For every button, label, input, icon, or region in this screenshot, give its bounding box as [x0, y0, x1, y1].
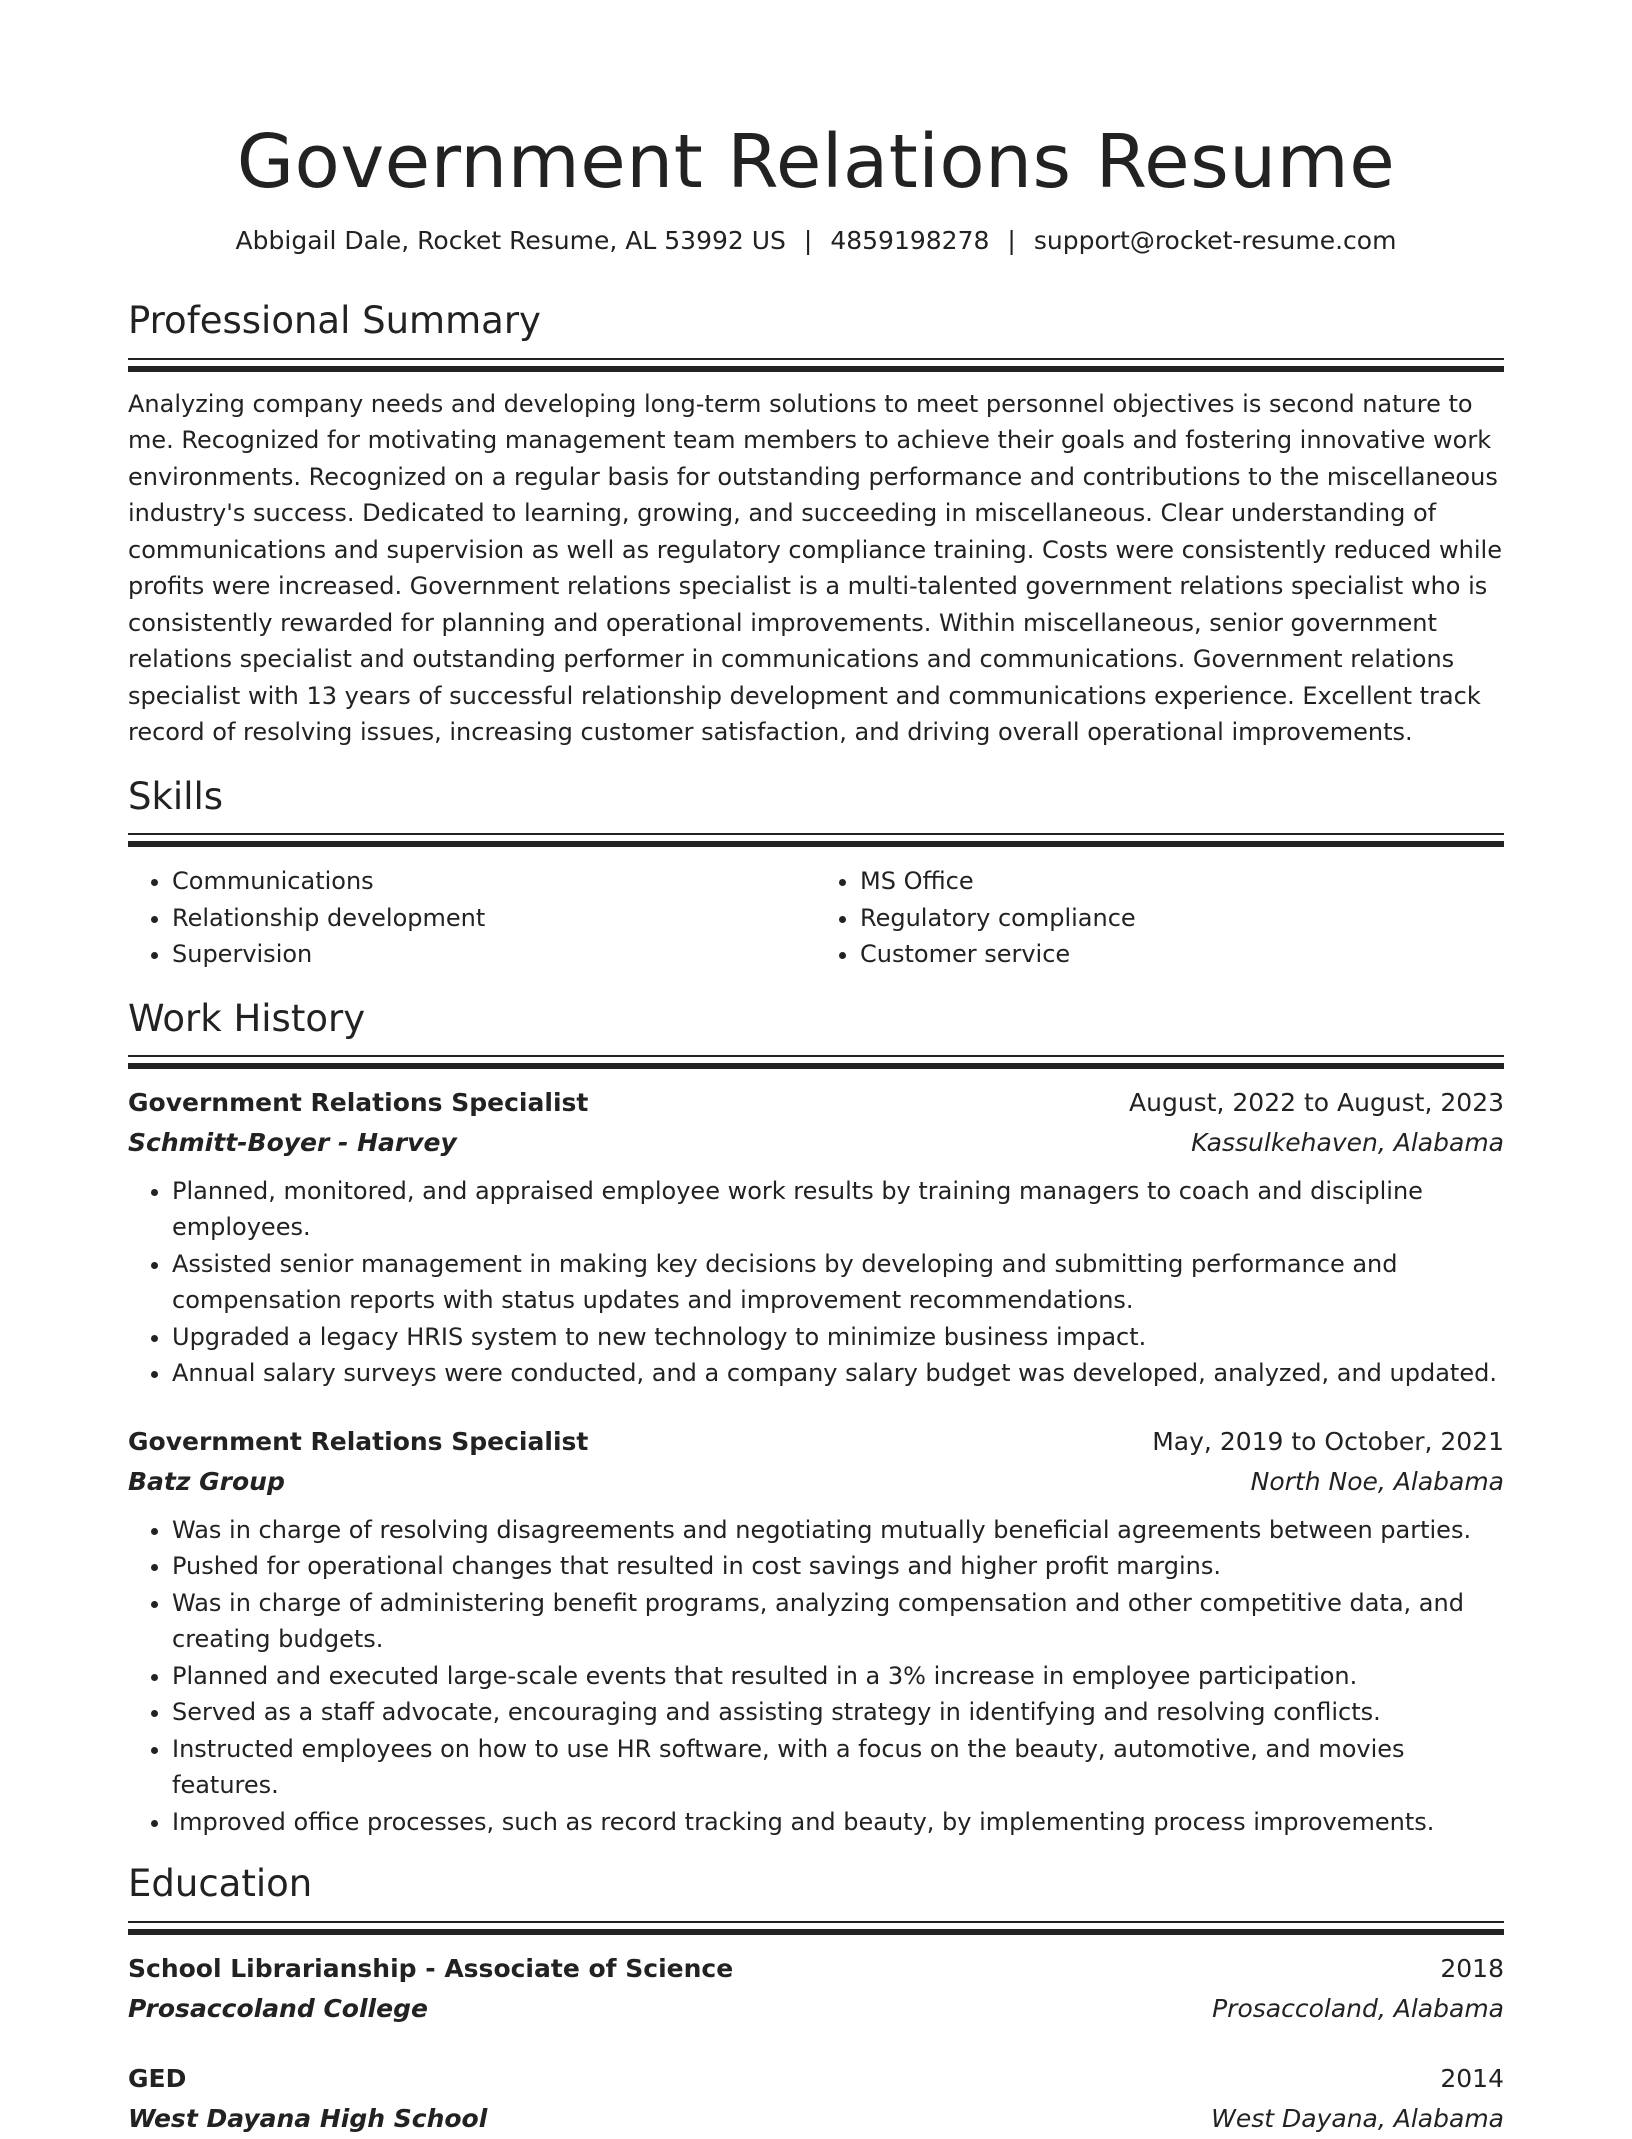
skills-columns: [128, 863, 1504, 973]
job-company: Batz Group: [128, 1466, 285, 1496]
work-section: [128, 997, 1504, 1841]
education-subheader: [128, 2099, 1504, 2139]
skill-item: • Communications: [172, 863, 816, 900]
resume-page: [128, 0, 1504, 2139]
section-divider: [128, 358, 1504, 372]
education-header: [128, 2059, 1504, 2099]
job-location: Kassulkehaven, Alabama: [1191, 1127, 1504, 1157]
contact-email: support@rocket-resume.com: [1033, 225, 1397, 255]
job-header: [128, 1422, 1504, 1462]
section-title-work: Work History: [128, 996, 366, 1040]
skills-section: [128, 775, 1504, 973]
skill-item: • MS Office: [860, 863, 1504, 900]
job-bullet: • Improved office processes, such as record tracking and beauty, by implementing process improvements.: [172, 1804, 1504, 1841]
job-bullet: • Annual salary surveys were conducted, and a company salary budget was developed, analyzed, and updated.: [172, 1355, 1504, 1392]
job-bullet: • Was in charge of administering benefit programs, analyzing compensation and other competitive data, and creating budgets.: [172, 1585, 1504, 1658]
education-section: [128, 1862, 1504, 2138]
education-school: West Dayana High School: [128, 2103, 488, 2133]
job-title: Government Relations Specialist: [128, 1087, 589, 1117]
job-entry: [128, 1083, 1504, 1392]
education-entry: [128, 1949, 1504, 2029]
job-bullets: [128, 1173, 1504, 1392]
job-title: Government Relations Specialist: [128, 1426, 589, 1456]
job-bullet: • Upgraded a legacy HRIS system to new technology to minimize business impact.: [172, 1319, 1504, 1356]
skill-item: • Regulatory compliance: [860, 900, 1504, 937]
job-subheader: [128, 1123, 1504, 1163]
section-title-education: Education: [128, 1862, 313, 1906]
skills-list-right: [816, 863, 1504, 973]
education-school: Prosaccoland College: [128, 1993, 428, 2023]
job-subheader: [128, 1462, 1504, 1502]
job-bullets: [128, 1512, 1504, 1841]
skills-list-left: [128, 863, 816, 973]
contact-phone: 4859198278: [830, 225, 990, 255]
education-entry: [128, 2059, 1504, 2139]
contact-line: [128, 225, 1504, 258]
job-bullet: • Planned and executed large-scale events that resulted in a 3% increase in employee participation.: [172, 1658, 1504, 1695]
job-dates: May, 2019 to October, 2021: [1152, 1426, 1504, 1456]
skill-item: • Customer service: [860, 936, 1504, 973]
contact-address: Abbigail Dale, Rocket Resume, AL 53992 US: [235, 225, 786, 255]
education-degree: GED: [128, 2063, 187, 2093]
job-bullet: • Served as a staff advocate, encouraging and assisting strategy in identifying and resolving conflicts.: [172, 1694, 1504, 1731]
education-year: 2018: [1440, 1953, 1504, 1983]
job-dates: August, 2022 to August, 2023: [1129, 1087, 1504, 1117]
education-degree: School Librarianship - Associate of Science: [128, 1953, 734, 1983]
job-bullet: • Instructed employees on how to use HR software, with a focus on the beauty, automotive, and movies features.: [172, 1731, 1504, 1804]
job-bullet: • Planned, monitored, and appraised employee work results by training managers to coach and discipline employees.: [172, 1173, 1504, 1246]
section-divider: [128, 833, 1504, 847]
section-divider: [128, 1921, 1504, 1935]
job-company: Schmitt-Boyer - Harvey: [128, 1127, 457, 1157]
job-header: [128, 1083, 1504, 1123]
section-title-summary: Professional Summary: [128, 299, 541, 343]
summary-section: [128, 299, 1504, 750]
contact-separator: |: [803, 225, 813, 255]
contact-separator: |: [1007, 225, 1016, 255]
summary-text: Analyzing company needs and developing long-term solutions to meet personnel objectives is second nature to me. Recognized for motivating management team members to achieve their goals and fostering innovative work environments. Recognized on a regular basis for outstanding performance and contributions to the miscellaneous industry's success. Dedicated to learning, growing, and succeeding in miscellaneous. Clear understanding of communications and supervision as well as regulatory compliance training. Costs were consistently reduced while profits were increased. Government relations specialist is a multi-talented government relations specialist who is consistently rewarded for planning and operational improvements. Within miscellaneous, senior government relations specialist and outstanding performer in communications and communications. Government relations specialist with 13 years of successful relationship development and communications experience. Excellent track record of resolving issues, increasing customer satisfaction, and driving overall operational improvements.: [128, 389, 1502, 747]
skill-item: • Supervision: [172, 936, 816, 973]
education-location: West Dayana, Alabama: [1211, 2103, 1504, 2133]
education-header: [128, 1949, 1504, 1989]
section-divider: [128, 1055, 1504, 1069]
skill-item: • Relationship development: [172, 900, 816, 937]
education-location: Prosaccoland, Alabama: [1212, 1993, 1504, 2023]
job-bullet: • Was in charge of resolving disagreements and negotiating mutually beneficial agreements between parties.: [172, 1512, 1504, 1549]
job-entry: [128, 1422, 1504, 1841]
job-location: North Noe, Alabama: [1250, 1466, 1504, 1496]
resume-title: Government Relations Resume: [236, 119, 1396, 205]
section-title-skills: Skills: [128, 774, 224, 818]
job-bullet: • Pushed for operational changes that resulted in cost savings and higher profit margins.: [172, 1548, 1504, 1585]
education-year: 2014: [1440, 2063, 1504, 2093]
education-subheader: [128, 1989, 1504, 2029]
job-bullet: • Assisted senior management in making key decisions by developing and submitting performance and compensation reports with status updates and improvement recommendations.: [172, 1246, 1504, 1319]
